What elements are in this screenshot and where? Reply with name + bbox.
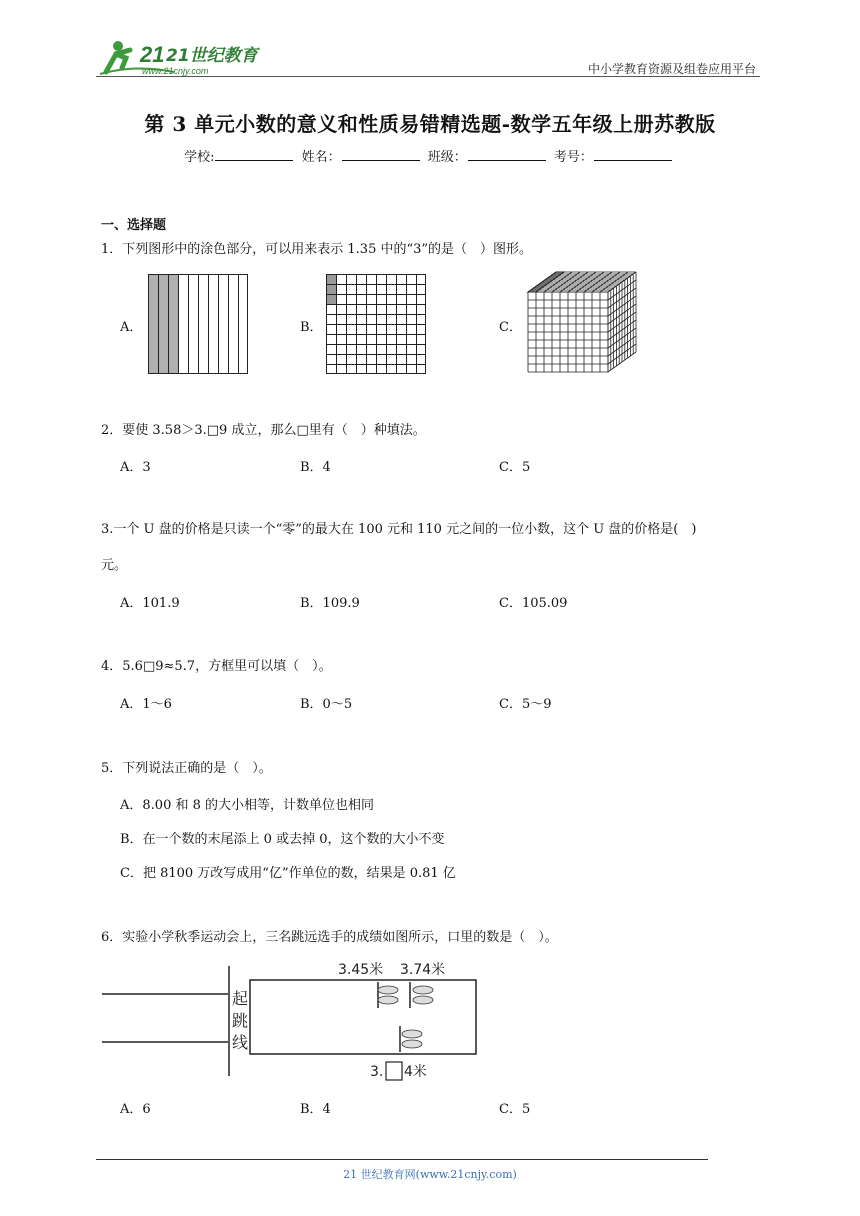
start-line-label: 起跳线 [232, 989, 249, 1052]
q2-option-c[interactable]: C．5 [499, 460, 531, 475]
svg-text:21世纪教育: 21世纪教育 [166, 46, 258, 66]
q6-option-a[interactable]: A．6 [120, 1102, 151, 1117]
footer-divider [96, 1159, 708, 1160]
q1-option-a[interactable]: A． [120, 320, 143, 335]
q5-option-b[interactable]: B．在一个数的末尾添上 0 或去掉 0，这个数的大小不变 [120, 832, 445, 847]
q1-option-b[interactable]: B． [300, 320, 323, 335]
footer-link[interactable]: 21 世纪教育网(www.21cnjy.com) [343, 1168, 517, 1181]
site-logo [96, 34, 266, 78]
tenths-figure [148, 274, 248, 378]
class-field[interactable] [468, 148, 546, 161]
q6-option-c[interactable]: C．5 [499, 1102, 531, 1117]
exam-no-field[interactable] [594, 148, 672, 161]
q2-option-b[interactable]: B．4 [300, 460, 331, 475]
jump-label-3-suffix: 4米 [404, 1064, 427, 1080]
name-field[interactable] [342, 148, 420, 161]
question-5-stem: 5．下列说法正确的是（ ）。 [101, 761, 272, 776]
platform-label: 中小学教育资源及组卷应用平台 [587, 62, 756, 76]
class-label: 班级： [427, 150, 467, 165]
jump-label-3-prefix: 3. [370, 1064, 384, 1080]
question-2-stem: 2．要使 3.58＞3.□9 成立，那么□里有（ ）种填法。 [101, 423, 426, 438]
header-divider [96, 76, 760, 77]
question-6-stem: 6．实验小学秋季运动会上，三名跳远选手的成绩如图所示，口里的数是（ ）。 [101, 930, 558, 945]
question-3-stem: 3.一个 U 盘的价格是只读一个“零”的最大在 100 元和 110 元之间的一位小数，这个 U 盘的价格是( ) [101, 522, 697, 537]
school-field[interactable] [215, 148, 293, 161]
jump-label-2: 3.74米 [400, 962, 446, 978]
svg-text:21: 21 [140, 42, 165, 67]
q3-option-c[interactable]: C．105.09 [499, 596, 568, 611]
thousandths-cube [526, 270, 638, 380]
long-jump-figure [98, 958, 480, 1092]
q4-option-b[interactable]: B．0～5 [300, 697, 353, 712]
q4-option-a[interactable]: A．1～6 [120, 697, 172, 712]
section-heading: 一、选择题 [101, 218, 167, 233]
question-4-stem: 4．5.6□9≈5.7，方框里可以填（ ）。 [101, 659, 332, 674]
svg-text:www.21cnjy.com: www.21cnjy.com [142, 66, 209, 76]
q2-option-a[interactable]: A．3 [120, 460, 151, 475]
q6-option-b[interactable]: B．4 [300, 1102, 331, 1117]
q5-option-c[interactable]: C．把 8100 万改写成用“亿”作单位的数，结果是 0.81 亿 [120, 866, 456, 881]
q4-option-c[interactable]: C．5～9 [499, 697, 552, 712]
q3-option-b[interactable]: B．109.9 [300, 596, 360, 611]
jump-label-1: 3.45米 [338, 962, 384, 978]
q5-option-a[interactable]: A．8.00 和 8 的大小相等，计数单位也相同 [120, 798, 375, 813]
q1-option-c[interactable]: C． [499, 320, 522, 335]
name-label: 姓名： [301, 150, 341, 165]
school-label: 学校: [184, 150, 215, 165]
exam-no-label: 考号： [553, 150, 593, 165]
hundredths-figure [326, 274, 426, 378]
question-1-stem: 1．下列图形中的涂色部分，可以用来表示 1.35 中的“3”的是（ ）图形。 [101, 242, 533, 257]
student-info [0, 146, 860, 165]
question-3-stem-cont: 元。 [101, 558, 128, 573]
page-title: 第 3 单元小数的意义和性质易错精选题-数学五年级上册苏教版 [144, 112, 716, 136]
q3-option-a[interactable]: A．101.9 [120, 596, 180, 611]
